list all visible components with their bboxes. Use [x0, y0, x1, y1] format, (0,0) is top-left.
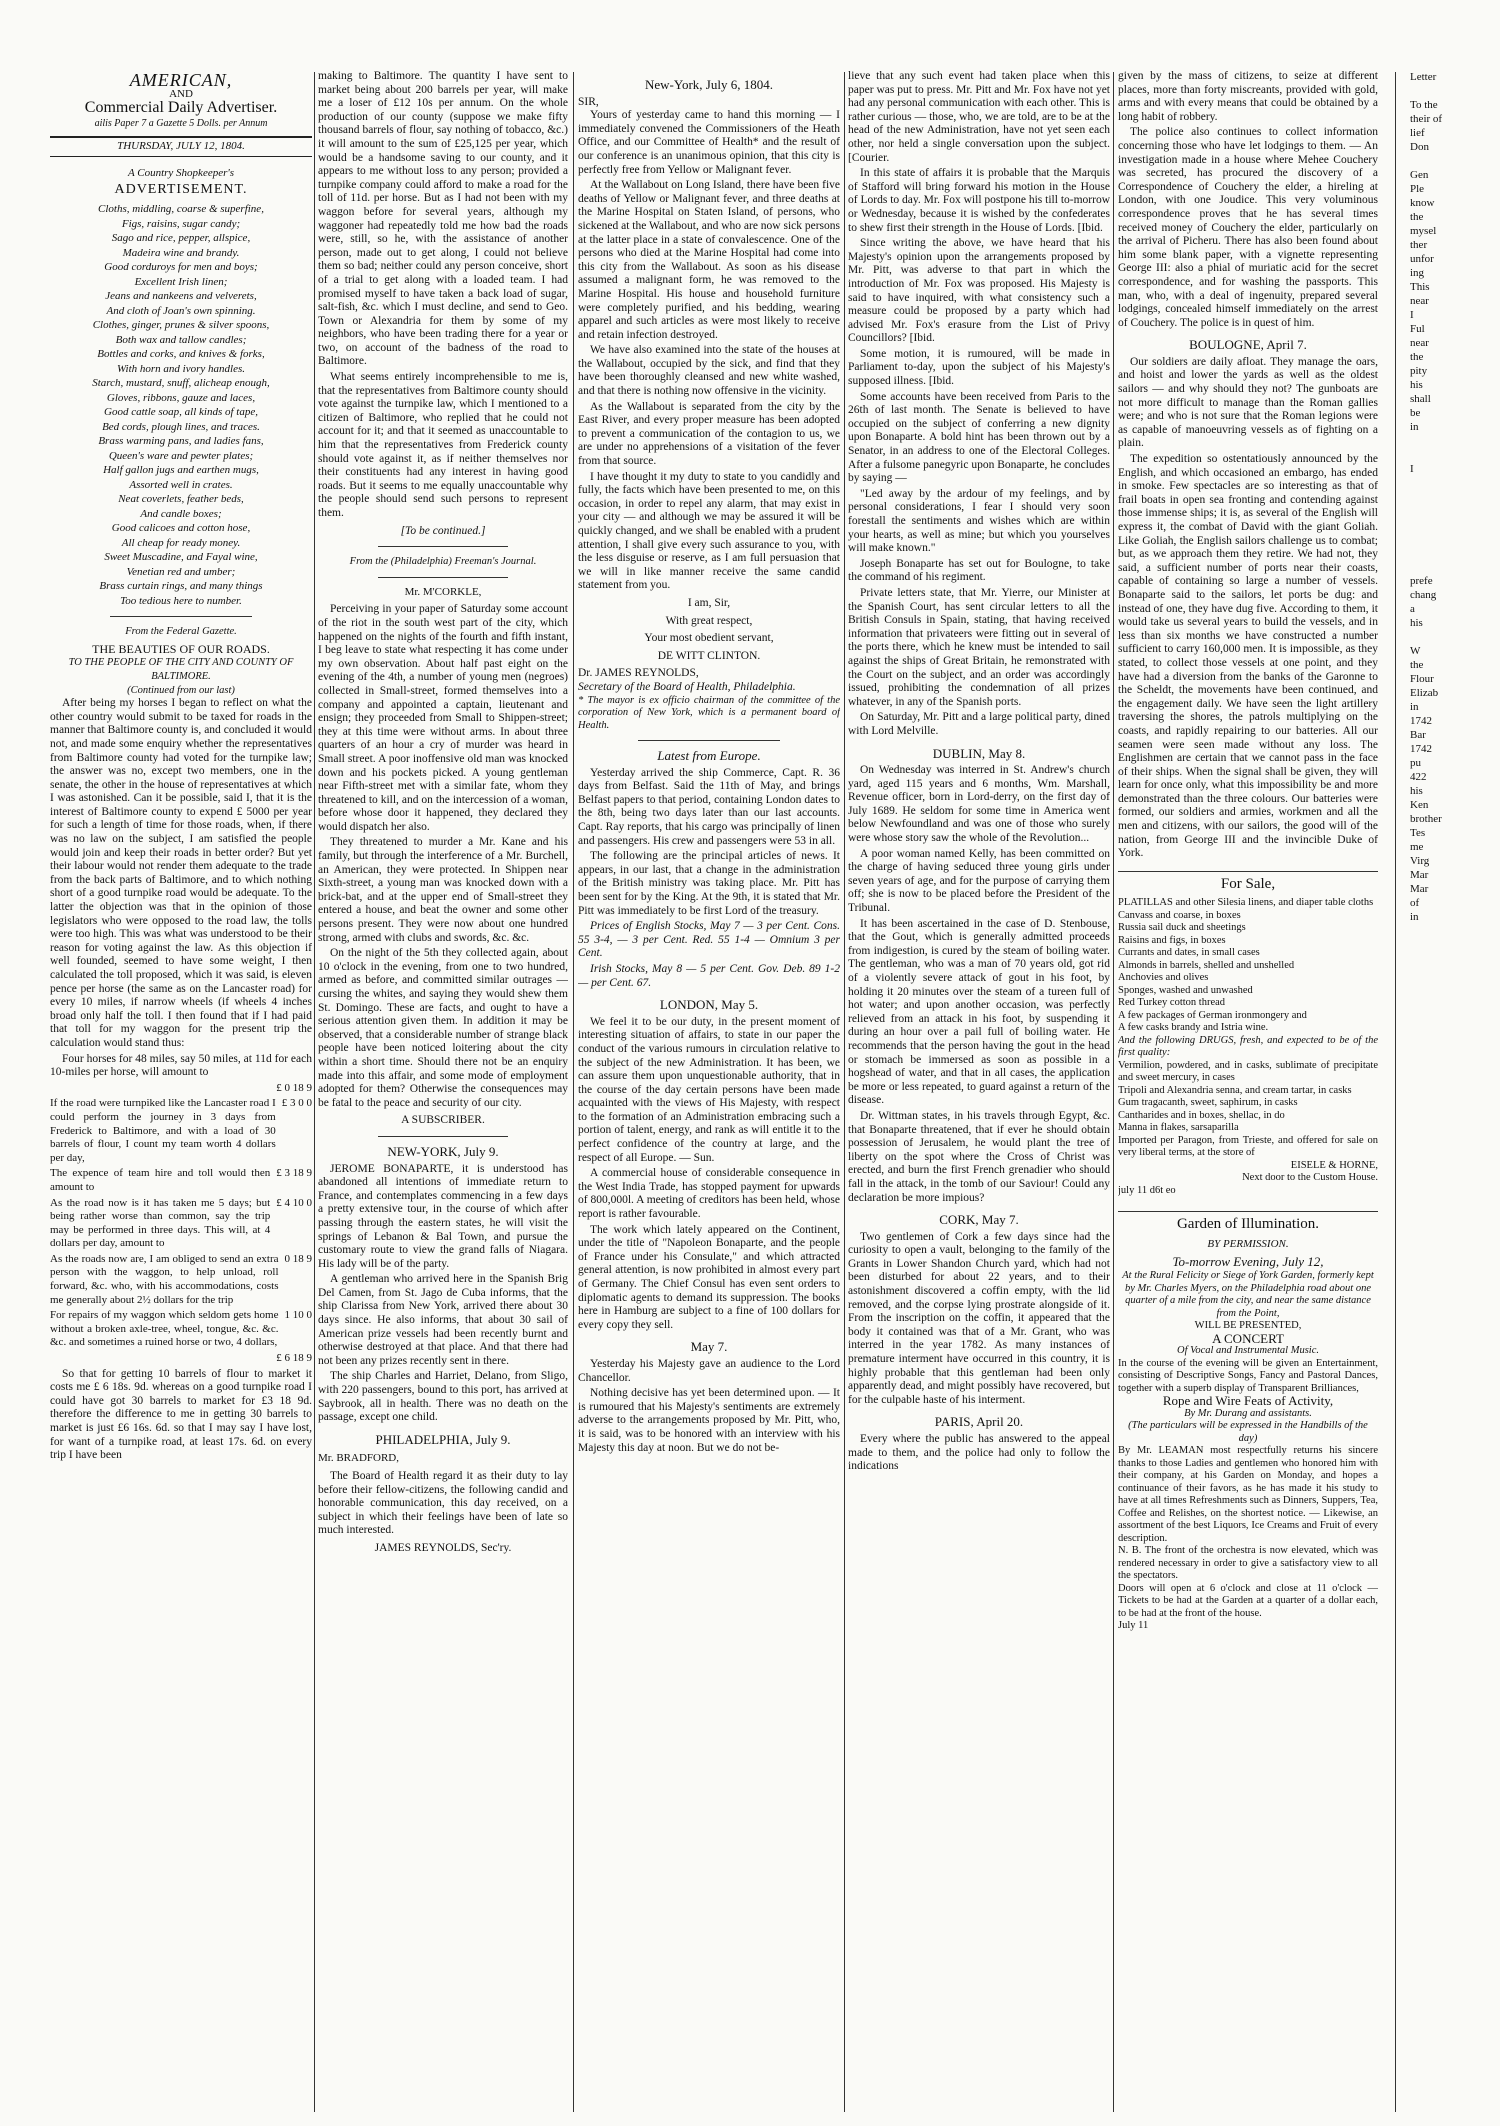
fragment-line	[1410, 490, 1500, 504]
paragraph: The Board of Health regard it as their duty to lay before their fellow-citizens, the following candid and honorable communication, this day received, on a subject in which their feelings have been of late so much interested.	[318, 1470, 568, 1537]
cost-row	[50, 1082, 312, 1096]
ad-line: Too tedious here to number.	[120, 594, 242, 607]
for-sale-item: Red Turkey cotton thread	[1118, 997, 1226, 1009]
for-sale-item: And the following DRUGS, fresh, and expected to be of the first quality:	[1118, 1034, 1378, 1059]
cost-value: 0 18 9	[284, 1252, 312, 1265]
fragment-line	[1410, 560, 1500, 574]
for-sale-item: Gum tragacanth, sweet, saphirum, in casks	[1118, 1097, 1298, 1109]
paragraph: The police also continues to collect information concerning those who have let lodgings to them. — An investigation made in a house where Mehee Couchery was secreted, has procured the discovery of a Correspondence of Couchery the elder, a hireling at London, with one Joudice. This very voluminous correspondence proves that he has several times received money of Couchery the elder, particularly on the arrival of Picheru. There has also been found about him some blank paper, with a vignette representing George III: also a phial of muriatic acid for the secret correspondence, and for washing the passports. This man, who, with a deal of ingenuity, prepared several lodgings, concealed himself immediately on the arrest of Couchery. The police is in quest of him.	[1118, 126, 1378, 329]
ad-line: Good corduroys for men and boys;	[104, 261, 258, 274]
column-3	[578, 70, 840, 2120]
fragment-line: near	[1410, 337, 1429, 349]
masthead-title: AMERICAN,	[129, 70, 233, 90]
for-sale-item: A few casks brandy and Istria wine.	[1118, 1022, 1269, 1034]
fragment-line: Letter	[1410, 71, 1437, 83]
ad-line: Cloths, middling, coarse & superfine,	[98, 203, 264, 216]
fragment-line: I	[1410, 463, 1414, 475]
paragraph: The expedition so ostentatiously announced by the English, and which occasioned an embargo, has ended in smoke. Few spectacles are so interesting as that of frail boats in open sea fronting and contending against those immense ships; it is, as several of the English will express it, the combat of David with the giant Goliah. Like Goliah, the English sailors challenge us to combat; but, as we approach them they retire. We had not, they said, a sufficient number of ports near their coasts, capable of containing so large a number of vessels. Bonaparte said to the sailors, let ports be dug: and instead of one, they have dug five. According to them, it would take us several years to build the vessels, and in less than six months we have constructed a number sufficient to carry 160,000 men. It is impossible, as they stated, to collect those vessels at one point, and they have had a diversion from the banks of the Garonne to the Scheldt, the movements have been continued, and the engagement daily. We have seen the light artillery traversing the shores, the patrols multiplying on the coasts, and rapidly repairing to our batteries. All our seamen were seen made without any loss. The Englishmen are certain that we cannot pass in the face of their ships. When the signal shall be given, they will learn for once only, what this impossibility be and more demonstrated than the three colours. Our batteries were formed, our soldiers and armies, workmen and all the men and citizens, with our sailors, the good will of the nation, from George III and the invincible Duke of York.	[1118, 453, 1378, 860]
for-sale-item: Russia sail duck and sheetings	[1118, 922, 1246, 934]
fragment-line: be	[1410, 407, 1421, 419]
for-sale-item: Canvass and coarse, in boxes	[1118, 909, 1241, 921]
column-rule	[1113, 72, 1114, 2112]
separator	[378, 1136, 508, 1137]
cost-value: £ 3 18 9	[276, 1167, 312, 1180]
seller-name: EISELE & HORNE,	[1290, 1159, 1378, 1171]
fragment-line: a	[1410, 603, 1415, 615]
column-2	[318, 70, 568, 2120]
fragment-line: his	[1410, 617, 1423, 629]
source-line: From the (Philadelphia) Freeman's Journal.	[349, 556, 537, 568]
fragment-line: his	[1410, 785, 1423, 797]
ad-line: Good calicoes and cotton hose,	[111, 522, 251, 535]
ad-line: Clothes, ginger, prunes & silver spoons,	[92, 319, 270, 332]
paragraph: lieve that any such event had taken place when this paper was put to press. Mr. Pitt and Mr. Fox have not yet had any personal communication with each other. This is rather curious — those, who, we are told, are to be at the head of the new Administration, have not yet seen each other, nor held a single conversation upon the subject. [Courier.	[848, 70, 1110, 164]
fragment-line: 1742	[1410, 715, 1432, 727]
ad-line: Brass curtain rings, and many things	[99, 580, 263, 593]
signature: A SUBSCRIBER.	[401, 1114, 485, 1127]
paragraph: On the night of the 5th they collected again, about 10 o'clock in the evening, from one to two hundred, armed as before, and committed similar outrages — cursing the whites, and saying they would shew them St. Domingo. These are facts, and ought to have a serious attention given them. In addition it may be observed, that a considerable number of strange black people have been noticed loitering about the city within a short time. Should there not be an enquiry made into this affair, and some mode of employment adopted for them? Otherwise the consequences may be fatal to the peace and security of our city.	[318, 947, 568, 1109]
for-sale-item: Almonds in barrels, shelled and unshelled	[1118, 959, 1295, 971]
closing-line: I am, Sir,	[687, 596, 731, 609]
closing-line: With great respect,	[665, 614, 753, 627]
article-title: THE BEAUTIES OF OUR ROADS.	[92, 641, 270, 656]
fragment-line: lief	[1410, 127, 1425, 139]
paragraph: Nothing decisive has yet been determined upon. — It is rumoured that his Majesty's sentiments are extremely adverse to the arrangements proposed by Mr. Pitt, who, it is said, was to be honored with an interview with his Majesty this day at noon. But we do not be-	[578, 1387, 840, 1454]
event-concert: A CONCERT	[1212, 1330, 1284, 1346]
fragment-line	[1410, 518, 1500, 532]
fragment-line: in	[1410, 911, 1419, 923]
fragment-line: chang	[1410, 589, 1437, 601]
cost-label: As the road now is it has taken me 5 days; but being rather worse than common, say the trip may be performed in three days. This will, at 4 dollars per day, amount to	[50, 1196, 271, 1250]
dateline: THURSDAY, JULY 12, 1804.	[50, 136, 312, 157]
section-heading: DUBLIN, May 8.	[932, 745, 1026, 761]
masthead-and: AND	[169, 87, 193, 100]
paragraph: The following are the principal articles of news. It appears, in our last, that a change in the administration of the British ministry was taking place. Mr. Pitt has been sent for by the King. At the 9th, it is stated that Mr. Pitt was immediately to be first Lord of the treasury.	[578, 850, 840, 917]
paragraph: Every where the public has answered to the appeal made to them, and the police had only to follow the indications	[848, 1433, 1110, 1473]
column-rule	[1395, 72, 1396, 2112]
fragment-line: Mar	[1410, 883, 1429, 895]
letter-salutation: Mr. M'CORKLE,	[404, 585, 482, 598]
garden-ad	[1118, 1253, 1378, 1633]
fragment-line: Ful	[1410, 323, 1425, 335]
cost-value: £ 4 10 0	[276, 1196, 312, 1209]
paragraph: After being my horses I began to reflect on what the other country would submit to be taxed for roads in the manner that Baltimore county is, and concluded it would not, and made some enquiry whether the representatives from Baltimore county had voted for the turnpike law; the answer was no, except two members, one in the senate, the other in the house of representatives at which I was astonished. Can it be possible, said I, that it is the interest of Baltimore county to expend £ 5000 per year for such a length of time for those roads, when, if there was no law on the subject, I am satisfied the people would join and keep their roads in better order? But yet their labour would not render them adequate to the trade from the back parts of Baltimore, and to which nothing short of a good turnpike road would be adequate. To the latter the objection was that in the opinion of those legislators who were opposed to the road law, the tolls were too high. This was what was understood to be their reason for voting against the law. As this objection if well founded, seemed to have some weight, I then calculated the toll proposed, which it was said, is eleven pence per horse (the same as on the Lancaster road) for every 10 miles, if narrow wheels (if wheels 4 inches broad only half the toll. I then found that if I had paid that toll for my waggon for the present trip the calculation would stand thus:	[50, 697, 312, 1049]
fragment-line: in	[1410, 421, 1419, 433]
paragraph: Two gentlemen of Cork a few days since had the curiosity to open a vault, belonging to the family of the Grants in Lower Shandon Church yard, which had not been disturbed for about 22 years, and to their astonishment discovered a coffin empty, with the lid removed, and the corpse lying prostrate alongside of it. From the inscription on the coffin, it appeared that the body it contained was that of a Mr. Grant, who was interred in the year 1782. As many instances of premature interment have occurred in this country, it is highly probable that this gentleman had been only apparently dead, and might possibly have recovered, but for the culpable haste of his interment.	[848, 1230, 1110, 1406]
fragment-line: prefe	[1410, 575, 1433, 587]
separator	[378, 546, 508, 547]
for-sale-item: Raisins and figs, in boxes	[1118, 934, 1226, 946]
separator	[378, 577, 508, 578]
cost-label: For repairs of my waggon which seldom gets home without a broken axle-tree, wheel, tongue, &c. &c. &c. and sometimes a ruined horse or two, 4 dollars,	[50, 1309, 279, 1349]
addressee-title: Secretary of the Board of Health, Philadelphia.	[578, 680, 796, 693]
cost-label: As the roads now are, I am obliged to send an extra person with the waggon, to help unload, roll forward, &c. who, with his accommodations, costs me generally about 2½ dollars for the trip	[50, 1252, 279, 1306]
section-heading: PHILADELPHIA, July 9.	[375, 1431, 511, 1447]
fragment-line	[1410, 630, 1500, 644]
section-heading: CORK, May 7.	[939, 1212, 1019, 1228]
fragment-line: his	[1410, 379, 1423, 391]
paragraph: Perceiving in your paper of Saturday some account of the riot in the south west part of the city, which happened on the nights of the fourth and fifth instant, I beg leave to state what respecting it has come under my own observation. About half past eight on the evening of the 4th, a number of young men (negroes) collected in Small-street, formed themselves into a company and appointed a captain, lieutenant and ensign; they proceeded from Small to Shippen-street; they at this time were without arms. In about three quarters of an hour a cry of murder was heard in Small street. A poor inoffensive old man was knocked down and his pockets picked. A young gentleman near Fifth-street met with a similar fate, whom they threatened to kill, and on the intercession of a woman, before whose door it happened, they declared they would dispatch her also.	[318, 603, 568, 833]
ad-title: ADVERTISEMENT.	[114, 181, 248, 197]
paragraph: making to Baltimore. The quantity I have sent to market being about 200 barrels per year, will make me a loser of £12 10s per annum. On the whole production of our county (suppose we make fifty thousand barrels of flour, say nothing of tobacco, &c.) it will amount to the sum of £25,125 per year, which would be a handsome saving to our county, and it appears to me without loss to any person; provided a turnpike company could afford to make a road for the toll of 11d. per horse. But as I had not been with my waggon before for several years, although my waggoner had repeatedly told me how bad the roads were, still, so he, with the assistance of another person, made out to get along, I could not believe them so bad; neither could any person conceive, short of a trial to get along with a loaded team. I had promised myself to have taken a back load of sugar, salt-fish, &c. which I must decline, and send to Geo. Town or Alexandria for them by some of my neighbors, who have been trading there for a year or two, on account of the badness of the road to Baltimore.	[318, 70, 568, 368]
paragraph: In this state of affairs it is probable that the Marquis of Stafford will bring forward his motion in the House of Lords to day. Mr. Fox will postpone his till to-morrow or Wednesday, because it is wished by the confederates to shew first their strength in the House of Lords. [Ibid.	[848, 167, 1110, 234]
fragment-line	[1410, 476, 1500, 490]
fragment-line: of	[1410, 897, 1420, 909]
paragraph: A commercial house of considerable consequence in the West India Trade, has stopped payment for upwards of 800,000l. A meeting of creditors has been held, whose report is rather favourable.	[578, 1167, 840, 1221]
paragraph: We have also examined into the state of the houses at the Wallabout, occupied by the sick, and find that they have been thoroughly cleansed and new white washed, and that there is nothing now offensive in the vicinity.	[578, 344, 840, 398]
section-heading: Latest from Europe.	[657, 748, 761, 764]
paragraph: Irish Stocks, May 8 — 5 per Cent. Gov. Deb. 89 1-2 — per Cent. 67.	[578, 962, 840, 989]
fragment-line	[1410, 434, 1500, 448]
cost-value: £ 3 0 0	[281, 1097, 312, 1110]
column-rule	[314, 72, 315, 2112]
for-sale-item: Currants and dates, in small cases	[1118, 947, 1260, 959]
fragment-line: near	[1410, 295, 1429, 307]
ad-line: Sago and rice, pepper, allspice,	[111, 232, 251, 245]
ad-line: Half gallon jugs and earthen mugs,	[103, 464, 259, 477]
event-presented: WILL BE PRESENTED,	[1194, 1320, 1302, 1332]
cost-row	[50, 1253, 312, 1307]
cost-label: The expence of team hire and toll would then amount to	[50, 1167, 271, 1193]
fragment-line: the	[1410, 659, 1424, 671]
column-1	[50, 70, 312, 2120]
paragraph: As the Wallabout is separated from the city by the East River, and every proper measure has been adopted to prevent a communication of the contagion to us, we are under no apprehensions of a visitation of the fever from that source.	[578, 400, 840, 468]
for-sale-item: A few packages of German ironmongery and	[1118, 1009, 1307, 1021]
fragment-line: in	[1410, 701, 1419, 713]
source-line: From the Federal Gazette.	[125, 626, 237, 638]
paragraph: given by the mass of citizens, to seize at different places, more than forty miscreants, provided with gold, arms and with every means that could be obtained by a long habit of robbery.	[1118, 70, 1378, 123]
paragraph: A poor woman named Kelly, has been committed on the charge of having seduced three young girls under seven years of age, and for the purpose of carrying them off; she is now to be placed before the President of the Tribunal.	[848, 847, 1110, 915]
fragment-line: know	[1410, 197, 1435, 209]
fragment-line: 422	[1410, 771, 1427, 783]
paragraph: I have thought it my duty to state to you candidly and fully, the facts which have been presented to me, on this occasion, in order to repel any alarm, that may exist in your city — and although we may be assured it will be quickly changed, and we shall be enabled with a prudent attention, I shall give every such assurance to you, with the less disguise or reserve, as I am full persuasion that we will in like manner receive the same candid statement from you.	[578, 470, 840, 592]
section-heading: LONDON, May 5.	[659, 997, 759, 1013]
fragment-line: Mar	[1410, 869, 1429, 881]
ad-line: Good cattle soap, all kinds of tape,	[104, 406, 258, 419]
cost-row	[50, 1097, 312, 1165]
ad-line: Venetian red and umber;	[126, 565, 236, 578]
fragment-line: ing	[1410, 267, 1425, 279]
paragraph: Private letters state, that Mr. Yierre, our Minister at the Spanish Court, has sent circular letters to all the British Consuls in Spain, stating, that having received information that privateers were fitting out in several of the ports there, which he knew must be intended to sail against the ships of Great Britain, he remonstrated with the Court on the subject, and an order was accordingly issued, prohibiting the condemnation of all prizes whatever, in any of the Spanish ports.	[848, 586, 1110, 708]
paragraph: Prices of English Stocks, May 7 — 3 per Cent. Cons. 55 3-4, — 3 per Cent. Red. 55 1-4 — Omnium 3 per Cent.	[578, 920, 840, 960]
paragraph: Joseph Bonaparte has set out for Boulogne, to take the command of his regiment.	[848, 557, 1110, 584]
paragraph: What seems entirely incomprehensible to me is, that the representatives from Baltimore county should vote against the turnpike law, which I mentioned to a citizen of Baltimore, who replied that he could not account for it; and that it seemed as unaccountable to him that the representatives from Frederick county should vote against it, as if neither themselves nor their constituents had any interest in having good roads. But it seems to me equally unaccountable why the people should send such persons to represent them.	[318, 371, 568, 519]
ad-line: Neat coverlets, feather beds,	[118, 493, 244, 506]
fragment-line: brother	[1410, 813, 1442, 825]
ad-line: Both wax and tallow candles;	[115, 333, 247, 346]
fragment-line: Don	[1410, 141, 1429, 153]
fragment-line: This	[1410, 281, 1430, 293]
fragment-line: Virg	[1410, 855, 1430, 867]
fragment-line: Ken	[1410, 799, 1429, 811]
paragraph: Yesterday arrived the ship Commerce, Capt. R. 36 days from Belfast. Said the 11th of May, and brings Belfast papers to that period, containing London dates to the 8th, being two days later than our last accounts. Capt. Ray reports, that his cargo was principally of linen and passengers. His crew and passengers were 53 in all.	[578, 766, 840, 847]
paragraph: Dr. Wittman states, in his travels through Egypt, &c. that Bonaparte threatened, that if ever he should obtain possession of Jerusalem, he would plant the tree of liberty on the spot where the Cross of Christ was erected, and burn the first French grenadier who should fall in the attack, in the tomb of our Saviour! Could any declaration be more impious?	[848, 1109, 1110, 1204]
cost-value: £ 0 18 9	[276, 1081, 312, 1094]
paragraph: A gentleman who arrived here in the Spanish Brig Del Camen, from St. Jago de Cuba informs, that the ship Clarissa from New York, arrived there about 30 days since. He also informs, that about 30 sail of American prize vessels had been recently burnt and otherwise destroyed at that place. And that there had not been any prizes recently sent in there.	[318, 1273, 568, 1367]
for-sale-item: Manna in flakes, sarsaparilla	[1118, 1122, 1239, 1134]
column-4	[848, 70, 1110, 2120]
event-performers: By Mr. Durang and assistants.	[1184, 1407, 1312, 1419]
paragraph: At the Wallabout on Long Island, there have been five deaths of Yellow or Malignant fever, and three deaths at the Marine Hospital on Staten Island, of persons, who sickened at the Wallabout, and who are now sick persons at the latter place in a state of convalescence. One of the persons who died at the Marine Hospital had come into this city from the Wallabout. As soon as his disease assumed a malignant form, he was removed to the Marine Hospital. His house and household furniture were completely purified, and his bedding, wearing apparel and such articles as were most likely to receive and retain infection destroyed.	[578, 179, 840, 341]
paragraph: Yours of yesterday came to hand this morning — I immediately convened the Commissioners of the Heath Office, and our Committee of Health* and the result of our conference is an unanimous opinion, that this city is perfectly free from Yellow or Malignant fever.	[578, 109, 840, 176]
closing-line: Your most obedient servant,	[644, 632, 774, 645]
footnote: * The mayor is ex officio chairman of the committee of the corporation of New York, which is a permanent board of Health.	[578, 694, 840, 731]
paragraph: We feel it to be our duty, in the present moment of interesting situation of affairs, to state in our paper the conduct of the various rumours in circulation relative to the subject of the new Administration. It has been, we can assure them upon unquestionable authority, that in the course of the day certain persons have been made acquainted with the views of His Majesty, with respect to the formation of an Administration embracing such a portion of talent, energy, and rank as will entitle it to the perfect confidence of the country at large, and the respect of all Europe. — Sun.	[578, 1015, 840, 1164]
fragment-line: mysel	[1410, 225, 1437, 237]
column-rule	[844, 72, 845, 2112]
cost-row	[50, 1352, 312, 1366]
ad-line: And candle boxes;	[140, 507, 222, 520]
section-heading: NEW-YORK, July 9.	[387, 1143, 499, 1159]
cost-label: If the road were turnpiked like the Lancaster road I could perform the journey in 3 days from Frederick to Baltimore, and with a load of 30 barrels of flour, I count my team worth 4 dollars per day,	[50, 1097, 276, 1164]
cost-row	[50, 1167, 312, 1194]
fragment-line: I	[1410, 309, 1414, 321]
paragraph: The ship Charles and Harriet, Delano, from Sligo, with 220 passengers, bound to this port, has arrived at Saybrook, all in health. There was no death on the passage, except one child.	[318, 1370, 568, 1424]
fragment-line: ther	[1410, 239, 1428, 251]
fragment-line: Flour	[1410, 673, 1434, 685]
column-5	[1118, 70, 1378, 2120]
ad-line: Sweet Muscadine, and Fayal wine,	[104, 551, 258, 564]
paragraph: Four horses for 48 miles, say 50 miles, at 11d for each 10-miles per horse, will amount to	[50, 1052, 312, 1079]
masthead-terms: ailis Paper 7 a Gazette 5 Dolls. per Annum	[94, 117, 268, 129]
event-music: Of Vocal and Instrumental Music.	[1176, 1345, 1320, 1357]
signature: JAMES REYNOLDS, Sec'ry.	[374, 1541, 512, 1554]
for-sale-item: PLATILLAS and other Silesia linens, and diaper table cloths	[1118, 897, 1374, 909]
fragment-line: me	[1410, 841, 1424, 853]
fragment-line: the	[1410, 351, 1424, 363]
fragment-line: Tes	[1410, 827, 1426, 839]
fragment-line: unfor	[1410, 253, 1434, 265]
for-sale-item: Cantharides and in boxes, shellac, in do	[1118, 1109, 1285, 1121]
fragment-line: pu	[1410, 757, 1421, 769]
ad-line: Jeans and nankeens and velverets,	[105, 290, 257, 303]
fragment-line: 1742	[1410, 743, 1432, 755]
ad-line: Brass warming pans, and ladies fans,	[98, 435, 264, 448]
fragment-line: their of	[1410, 113, 1443, 125]
addressee: Dr. JAMES REYNOLDS,	[578, 667, 699, 680]
ad-line: Bed cords, plough lines, and traces.	[102, 420, 260, 433]
ad-line: Gloves, ribbons, gauze and laces,	[106, 391, 256, 404]
event-thanks: By Mr. LEAMAN most respectfully returns his sincere thanks to those Ladies and gentlemen who honored him with their company, at his Garden on Monday, and hopes a continuance of their favors, as he has made it his study to have at all times Refreshments such as Dinners, Suppers, Tea, Coffee and Relishes, on the shortest notice. — Likewise, an assortment of the best Liquors, Ice Creams and Fruit of every description.	[1118, 1445, 1378, 1544]
fragment-line	[1410, 504, 1500, 518]
for-sale-item: Anchovies and olives	[1118, 972, 1209, 984]
cost-table	[50, 1082, 312, 1366]
article-continued: (Continued from our last)	[127, 684, 235, 696]
paragraph: They threatened to murder a Mr. Kane and his family, but through the interference of a Mr. Burchell, an American, they were protected. In Shippen near Sixth-street, a young man was knocked down with a brick-bat, and at the upper end of Small-street they entered a house, and beat the owner and some other persons present. They were now about one hundred strong, armed with clubs and swords, &c. &c.	[318, 836, 568, 944]
fragment-line: the	[1410, 211, 1424, 223]
ad-line: Excellent Irish linen;	[134, 275, 228, 288]
paragraph: Some accounts have been received from Paris to the 26th of last month. The Senate is believed to have occupied on the subject of conferring a new dignity upon Bonaparte. A bold hint has been thrown out by a Senator, in an address to one of the Electoral Colleges. After a fulsome panegyric upon Bonaparte, he concludes by saying —	[848, 390, 1110, 485]
event-venue: At the Rural Felicity or Siege of York Garden, formerly kept by Mr. Charles Myers, on the Philadelphia road about one quarter of a mile from the city, and near the same distance from the Point,	[1122, 1270, 1374, 1319]
fragment-line: shall	[1410, 393, 1431, 405]
event-desc: In the course of the evening will be given an Entertainment, consisting of Descriptive Songs, Fancy and Pastoral Dances, together with a superb display of Transparent Brilliances,	[1118, 1357, 1378, 1394]
ad-line: Assorted well in crates.	[129, 478, 233, 491]
ad-date: July 11	[1118, 1620, 1149, 1632]
separator	[110, 616, 252, 617]
paragraph: The work which lately appeared on the Continent, under the title of "Napoleon Bonaparte, and the people of France under his Consulate," and which attracted general attention, is now prohibited in almost every part of Germany. The Chief Consul has even sent orders to diplomatic agents to demand its suppression. The books here in Hamburg are subject to a fine of 100 dollars for every copy they sell.	[578, 1223, 840, 1331]
section-heading: May 7.	[690, 1339, 728, 1355]
cost-row	[50, 1197, 312, 1251]
letter-salutation: SIR,	[578, 95, 599, 108]
paragraph: Some motion, it is rumoured, will be made in Parliament to-day, upon the subject of his Majesty's supposed illness. [Ibid.	[848, 347, 1110, 388]
ad-line: Queen's ware and pewter plates;	[108, 449, 254, 462]
fragment-line: pity	[1410, 365, 1428, 377]
column-rule	[573, 72, 574, 2112]
ad-line: Figs, raisins, sugar candy;	[121, 217, 241, 230]
ad-date: july 11 d6t eo	[1118, 1184, 1176, 1196]
ad-heading: A Country Shopkeeper's	[127, 166, 235, 179]
fragment-line: Elizab	[1410, 687, 1439, 699]
column-6-fragment	[1410, 70, 1500, 2120]
section-heading: PARIS, April 20.	[934, 1414, 1024, 1430]
ad-line: Starch, mustard, snuff, alicheap enough,	[92, 377, 270, 390]
event-nb: N. B. The front of the orchestra is now elevated, which was rendered necessary in order to give a satisfactory view to all the spectators.	[1118, 1545, 1378, 1582]
fragment-line: W	[1410, 645, 1421, 657]
ad-line: And cloth of Joan's own spinning.	[106, 304, 256, 317]
fragment-line	[1410, 448, 1500, 462]
ad-line: Madeira wine and brandy.	[122, 246, 240, 259]
for-sale-list	[1118, 897, 1378, 1197]
event-feats: Rope and Wire Feats of Activity,	[1162, 1393, 1334, 1409]
section-heading: BOULOGNE, April 7.	[1189, 337, 1307, 353]
event-note: (The particulars will be expressed in the Handbills of the day)	[1128, 1420, 1368, 1444]
fragment-line: Gen	[1410, 169, 1429, 181]
paragraph: JEROME BONAPARTE, it is understood has abandoned all intentions of immediate return to France, and contemplates commencing in a few days a pretty extensive tour, in the course of which after passing through the eastern states, he will visit the springs of Lebanon & Bal Town, and pursue the customary route to view the grand falls of Niagara. His lady will be of the party.	[318, 1162, 568, 1270]
fragment-line	[1410, 84, 1500, 98]
paragraph: On Wednesday was interred in St. Andrew's church yard, aged 115 years and 6 months, Wm. Marshall, Revenue officer, born in Lord-derry, on the first day of July 1689. He seldom for some time in America went below Newfoundland and was one of those who surely were whose story saw the whole of the Revolution...	[848, 764, 1110, 845]
cost-value: 1 10 0	[284, 1309, 312, 1322]
ad-line: All cheap for ready money.	[121, 536, 241, 549]
fragment-line: Ple	[1410, 183, 1425, 195]
ad-line: With horn and ivory handles.	[116, 362, 246, 375]
fragment-line	[1410, 532, 1500, 546]
separator	[638, 740, 780, 741]
for-sale-item: Tripoli and Alexandria senna, and cream tartar, in casks	[1118, 1084, 1352, 1096]
masthead-subtitle: Commercial Daily Advertiser.	[84, 99, 278, 117]
ad-line: Bottles and corks, and knives & forks,	[97, 348, 265, 361]
cost-value: £ 6 18 9	[276, 1352, 312, 1365]
ad-lines	[50, 202, 312, 608]
paragraph: So that for getting 10 barrels of flour to market it costs me £ 6 18s. 9d. whereas on a good turnpike road I could have got 30 barrels to market for £3 18 9d. therefore the difference to me in getting 30 barrels to market is just £6 16s. 6d. so that I may say I have lost, for want of a turnpike road, at least 17s. 6d. on every trip I have been	[50, 1367, 312, 1462]
fragment-line: To the	[1410, 99, 1438, 111]
garden-heading: Garden of Illumination.	[1118, 1211, 1378, 1232]
for-sale-heading: For Sale,	[1118, 871, 1378, 892]
paragraph: Since writing the above, we have heard that his Majesty's opinion upon the arrangements proposed by Mr. Pitt, was adverse to that part in which the introduction of Mr. Fox was proposed. His Majesty is said to have inquired, with what consistency such a measure could be proposed by a party which had advised Mr. Fox's erasure from the List of Privy Councillors? [Ibid.	[848, 237, 1110, 345]
for-sale-item: Imported per Paragon, from Trieste, and offered for sale on very liberal terms, at the store of	[1118, 1134, 1378, 1159]
garden-permission: BY PERMISSION.	[1207, 1238, 1289, 1251]
paragraph: "Led away by the ardour of my feelings, and by personal considerations, I fear I should very soon forestall the sentiments and wishes which are within your hearts, as well as mine; but which you yourselves will make known."	[848, 487, 1110, 555]
paragraph: Our soldiers are daily afloat. They manage the oars, and hoist and lower the yards as well as the oldest sailors — and why should they not? The gunboats are not more difficult to manage than the Roman gallies were; and who is not sure that the Roman legions were as capable of manoeuvring vessels as of fighting on a plain.	[1118, 355, 1378, 450]
fragment-line	[1410, 546, 1500, 560]
for-sale-item: Vermilion, powdered, and in casks, sublimate of precipitate and sweet mercury, in cases	[1118, 1059, 1378, 1084]
seller-address: Next door to the Custom House.	[1242, 1172, 1378, 1184]
fragment-line	[1410, 154, 1500, 168]
paragraph: Yesterday his Majesty gave an audience to the Lord Chancellor.	[578, 1357, 840, 1384]
cost-row	[50, 1309, 312, 1350]
signature: DE WITT CLINTON.	[657, 649, 761, 662]
event-doors: Doors will open at 6 o'clock and close at 11 o'clock — Tickets to be had at the Garden at a quarter of a dollar each, to be had at the front of the house.	[1118, 1582, 1378, 1619]
for-sale-item: Sponges, washed and unwashed	[1118, 984, 1253, 996]
article-address: TO THE PEOPLE OF THE CITY AND COUNTY OF BALTIMORE.	[68, 657, 294, 682]
to-be-continued: [To be continued.]	[400, 524, 486, 537]
paragraph: It has been ascertained in the case of D. Stenbouse, that the Gout, which is generally admitted proceeds from indigestion, is cured by the steam of boiling water. The gentleman, who was a man of 70 years old, got rid of a violently severe attack of gout in his foot, by holding it 20 minutes over the steam of a tureen full of hot water; and upon another occasion, was perfectly relieved from an attack in his foot, by suspending it during an hour over a pail full of boiling water. He recommends that the person having the gout in the head or stomach be immersed as soon as possible in a hogshead of water, and that in all cases, the application be more or less repeated, to guard against a return of the disease.	[848, 917, 1110, 1107]
letter-salutation: Mr. BRADFORD,	[318, 1452, 399, 1465]
event-date: To-morrow Evening, July 12,	[1172, 1253, 1324, 1269]
letter-dateline: New-York, July 6, 1804.	[645, 77, 773, 92]
paragraph: On Saturday, Mr. Pitt and a large political party, dined with Lord Melville.	[848, 711, 1110, 737]
fragment-line: Bar	[1410, 729, 1426, 741]
